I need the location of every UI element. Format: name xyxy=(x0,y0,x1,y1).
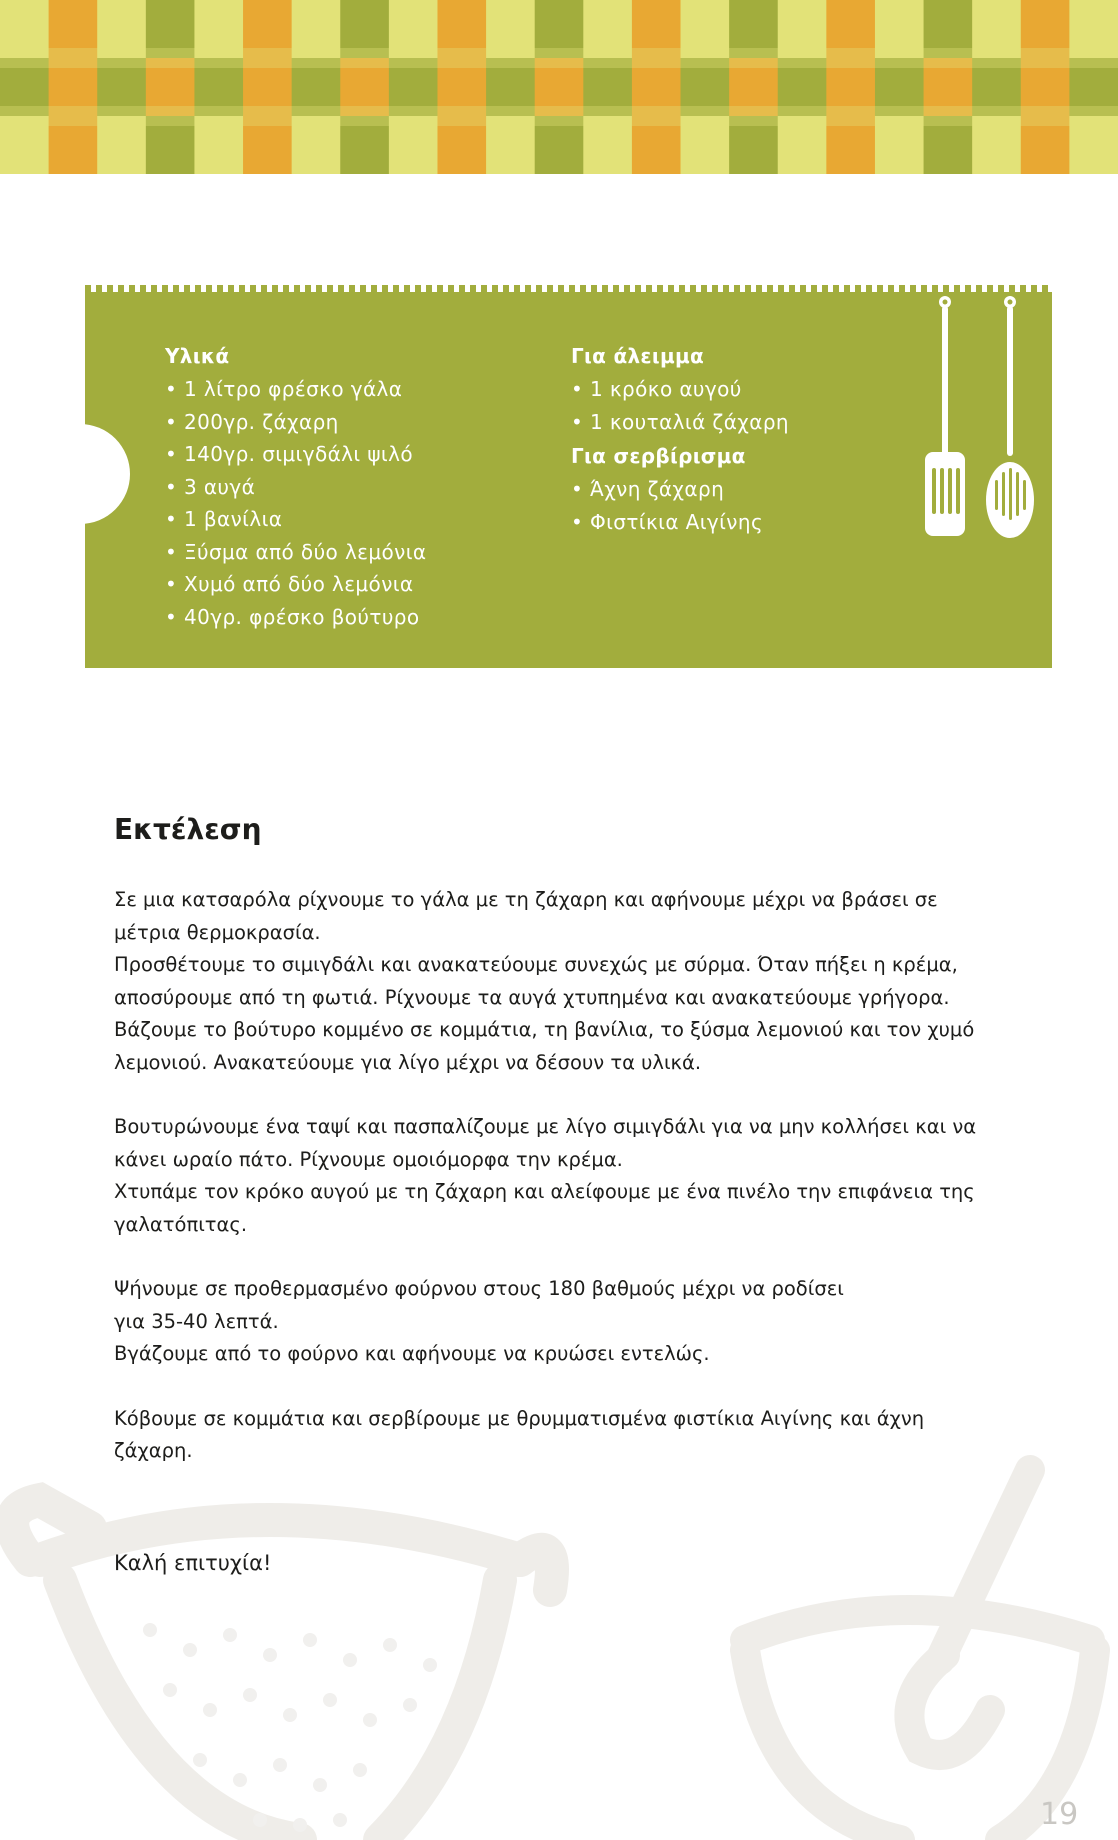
ingredients-list xyxy=(165,373,426,633)
method-line: Βουτυρώνουμε ένα ταψί και πασπαλίζουμε με λίγο σιμιγδάλι για να μην κολλήσει και να xyxy=(114,1115,977,1138)
glaze-title: Για άλειμμα xyxy=(571,344,705,368)
method-line: κάνει ωραίο πάτο. Ρίχνουμε ομοιόμορφα την κρέμα. xyxy=(114,1147,623,1171)
method-line: Βγάζουμε από το φούρνο και αφήνουμε να κρυώσει εντελώς. xyxy=(114,1342,710,1365)
method-paragraph xyxy=(114,1403,994,1468)
ingredient-item: • 40γρ. φρέσκο βούτυρο xyxy=(165,601,426,634)
serving-title: Για σερβίρισμα xyxy=(571,444,746,468)
glaze-item: • 1 κρόκο αυγού xyxy=(571,373,789,406)
method-paragraph xyxy=(114,1273,994,1371)
method-line: αποσύρουμε από τη φωτιά. Ρίχνουμε τα αυγά χτυπημένα και ανακατεύουμε γρήγορα. xyxy=(114,985,950,1009)
serving-list xyxy=(571,473,789,538)
ingredient-item: • Χυμό από δύο λεμόνια xyxy=(165,568,426,601)
method-line: Βάζουμε το βούτυρο κομμένο σε κομμάτια, τη βανίλια, το ξύσμα λεμονιού και τον χυμό xyxy=(114,1018,975,1041)
extras-column xyxy=(571,342,789,538)
colander-icon xyxy=(12,1500,552,1840)
method-line: Κόβουμε σε κομμάτια και σερβίρουμε με θρυμματισμένα φιστίκια Αιγίνης και άχνη xyxy=(114,1406,925,1430)
perforated-edge xyxy=(85,285,1052,293)
method-line: Προσθέτουμε το σιμιγδάλι και ανακατεύουμε συνεχώς με σύρμα. Όταν πήξει η κρέμα, xyxy=(114,953,958,976)
ingredient-item: • 200γρ. ζάχαρη xyxy=(165,406,426,439)
method-line: Ψήνουμε σε προθερμασμένο φούρνου στους 180 βαθμούς μέχρι να ροδίσει xyxy=(114,1277,844,1300)
ingredients-title: Υλικά xyxy=(165,344,230,368)
box-notch xyxy=(30,424,130,524)
checkered-banner xyxy=(0,0,1118,174)
ingredient-item: • 3 αυγά xyxy=(165,471,426,504)
checker-band xyxy=(0,48,1118,68)
sign-off: Καλή επιτυχία! xyxy=(114,1551,272,1575)
serving-item: • Άχνη ζάχαρη xyxy=(571,473,789,506)
glaze-list xyxy=(571,373,789,438)
method-paragraph xyxy=(114,884,994,1079)
ingredient-item: • 1 βανίλια xyxy=(165,503,426,536)
method-line: για 35-40 λεπτά. xyxy=(114,1309,279,1333)
mixing-bowl-with-whisk-icon xyxy=(745,1470,1095,1840)
method-line: γαλατόπιτας. xyxy=(114,1212,248,1236)
ingredient-item: • 1 λίτρο φρέσκο γάλα xyxy=(165,373,426,406)
method-line: Σε μια κατσαρόλα ρίχνουμε το γάλα με τη ζάχαρη και αφήνουμε μέχρι να βράσει σε xyxy=(114,888,938,911)
method-line: Χτυπάμε τον κρόκο αυγού με τη ζάχαρη και αλείφουμε με ένα πινέλο την επιφάνεια της xyxy=(114,1180,975,1203)
decor-illustrations xyxy=(0,1450,1118,1840)
method-paragraph xyxy=(114,1111,994,1241)
ingredient-item: • Ξύσμα από δύο λεμόνια xyxy=(165,536,426,569)
method-line: ζάχαρη. xyxy=(114,1439,193,1462)
serving-item: • Φιστίκια Αιγίνης xyxy=(571,506,789,539)
method-line: λεμονιού. Ανακατεύουμε για λίγο μέχρι να δέσουν τα υλικά. xyxy=(114,1050,702,1074)
ingredient-item: • 140γρ. σιμιγδάλι ψιλό xyxy=(165,438,426,471)
ingredients-column xyxy=(165,342,426,633)
page-number: 19 xyxy=(1040,1797,1079,1832)
spatula-and-spoon-icon xyxy=(915,292,1035,552)
method-text xyxy=(114,884,994,1500)
checker-band xyxy=(0,106,1118,126)
method-title: Εκτέλεση xyxy=(114,813,262,846)
ingredients-box xyxy=(85,292,1052,668)
glaze-item: • 1 κουταλιά ζάχαρη xyxy=(571,406,789,439)
method-line: μέτρια θερμοκρασία. xyxy=(114,920,321,944)
